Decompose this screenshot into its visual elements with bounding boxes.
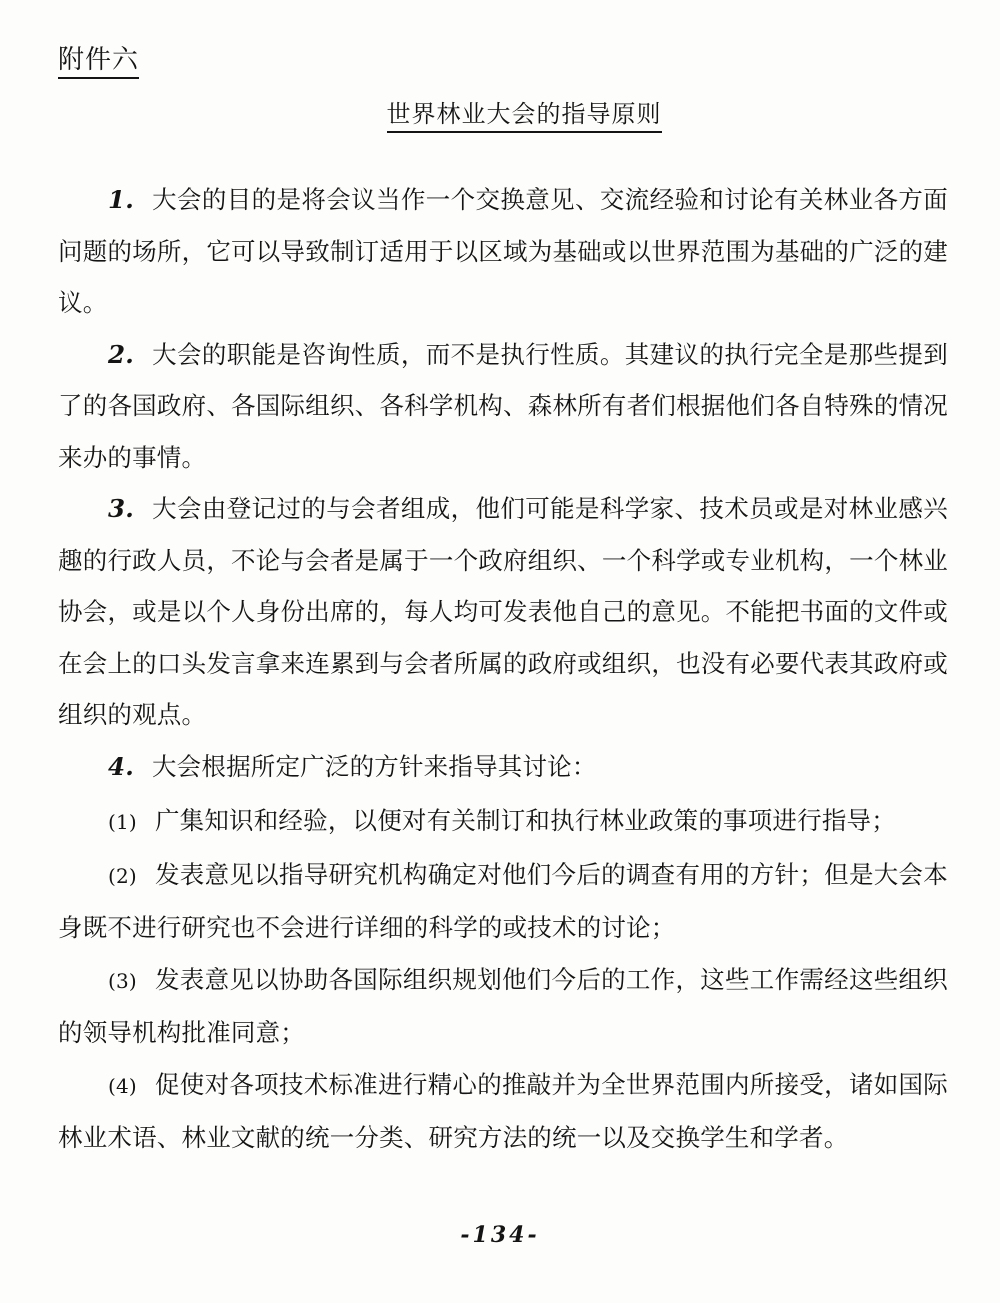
paragraph-2 xyxy=(58,329,948,484)
sub-item-3 xyxy=(58,954,948,1059)
attachment-label: 附件六 xyxy=(58,44,139,79)
sub-item-4 xyxy=(58,1059,948,1164)
sub-item-1 xyxy=(58,795,948,849)
paragraph-text: 大会根据所定广泛的方针来指导其讨论： xyxy=(151,751,597,781)
paragraph-text: 大会的目的是将会议当作一个交换意见、交流经验和讨论有关林业各方面问题的场所，它可以导致制订适用于以区域为基础或以世界范围为基础的广泛的建议。 xyxy=(58,185,948,317)
paragraph-number: 1. xyxy=(108,185,134,214)
paragraph-number: 4. xyxy=(108,751,134,781)
document-body xyxy=(58,174,948,1164)
sub-item-number: (4) xyxy=(108,1073,137,1098)
paragraph-4 xyxy=(58,741,948,793)
sub-item-number: (2) xyxy=(108,863,137,888)
paragraph-text: 大会由登记过的与会者组成，他们可能是科学家、技术员或是对林业感兴趣的行政人员，不论与会者是属于一个政府组织、一个科学或专业机构，一个林业协会，或是以个人身份出席的，每人均可发表他自己的意见。不能把书面的文件或在会上的口头发言拿来连累到与会者所属的政府或组织，也没有必要代表其政府或组织的观点。 xyxy=(58,494,948,729)
document-title: 世界林业大会的指导原则 xyxy=(387,98,662,133)
sub-item-text: 促使对各项技术标准进行精心的推敲并为全世界范围内所接受，诸如国际林业术语、林业文献的统一分类、研究方法的统一以及交换学生和学者。 xyxy=(58,1069,948,1152)
page-number: -134- xyxy=(460,1222,540,1248)
document-title-wrapper xyxy=(0,98,1000,133)
paragraph-text: 大会的职能是咨询性质，而不是执行性质。其建议的执行完全是那些提到了的各国政府、各国际组织、各科学机构、森林所有者们根据他们各自特殊的情况来办的事情。 xyxy=(58,339,948,472)
paragraph-number: 2. xyxy=(108,339,134,369)
paragraph-1 xyxy=(58,174,948,329)
sub-item-number: (3) xyxy=(108,968,137,993)
sub-item-text: 广集知识和经验，以便对有关制订和执行林业政策的事项进行指导； xyxy=(154,806,896,835)
sub-item-text: 发表意见以指导研究机构确定对他们今后的调查有用的方针；但是大会本身既不进行研究也不会进行详细的科学的或技术的讨论； xyxy=(58,859,948,942)
sub-item-text: 发表意见以协助各国际组织规划他们今后的工作，这些工作需经这些组织的领导机构批准同意； xyxy=(58,964,948,1047)
paragraph-3 xyxy=(58,483,948,741)
sub-item-number: (1) xyxy=(108,810,137,834)
sub-item-2 xyxy=(58,849,948,954)
paragraph-number: 3. xyxy=(108,494,134,523)
